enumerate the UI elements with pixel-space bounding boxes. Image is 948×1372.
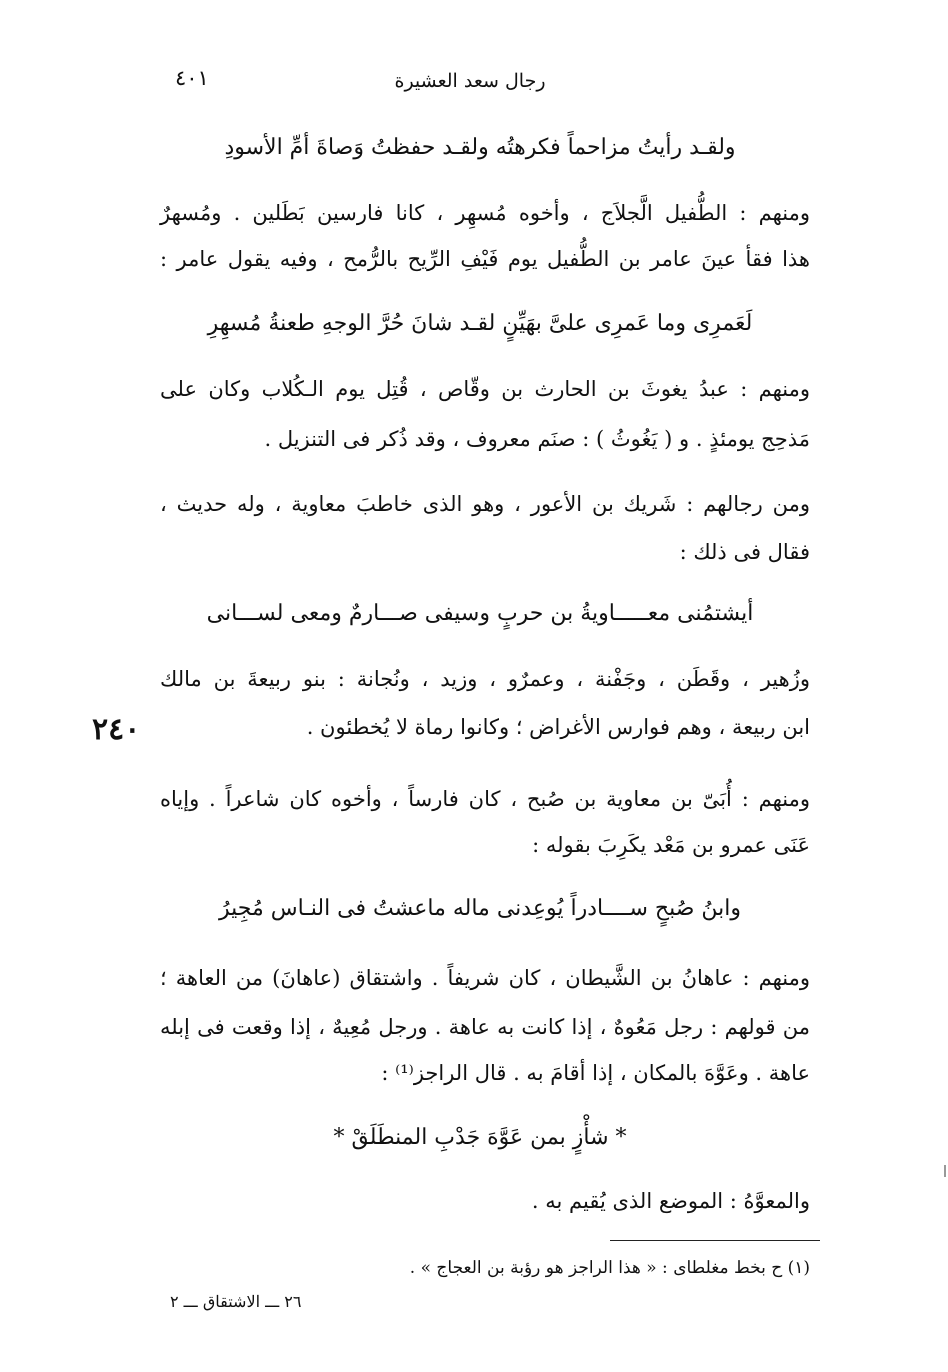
edge-mark xyxy=(944,1165,946,1177)
paragraph-line: ومنهم : أُبَىّ بن معاوية بن صُبح ، كان فارساً ، وأخوه كان شاعراً . وإياه xyxy=(160,787,810,811)
verse-line: لَعَمرِى وما عَمرِى علىَّ بهَيِّنٍ لقـد شانَ حُرَّ الوجهِ طعنةُ مُسهِرِ xyxy=(207,311,753,336)
running-header-title: رجال سعد العشيرة xyxy=(394,70,546,92)
footnote: (١) ح بخط مغلطاى : « هذا الراجز هو رؤبة بن العجاج » . xyxy=(409,1258,810,1278)
footnote-separator xyxy=(610,1240,820,1241)
printer-signature: ٢٦ ـــ الاشتقاق ـــ ٢ xyxy=(170,1292,302,1311)
paragraph-line: من قولهم : رجل مَعُوهٌ ، إذا كانت به عاهة . ورجل مُعِيهٌ ، إذا وقعت فى إبله xyxy=(160,1015,810,1039)
paragraph-line: ومنهم : عاهانُ بن الشَّيطان ، كان شريفاً . واشتقاق (عاهانَ) من العاهة ؛ xyxy=(160,966,810,990)
paragraph-line: والمعوَّهُ : الموضع الذى يُقيم به . xyxy=(531,1189,810,1213)
paragraph-line: ابن ربيعة ، وهم فوارس الأغراض ؛ وكانوا رماة لا يُخطئون . xyxy=(306,715,810,739)
verse-line: ولقـد رأيتُ مزاحماً فكرهتُه ولقـد حفظتُ وَصاةَ أمِّ الأسودِ xyxy=(224,135,736,160)
paragraph-line: عاهة . وعَوَّهَ بالمكان ، إذا أقامَ به . قال الراجز⁽¹⁾ : xyxy=(381,1061,810,1085)
paragraph-line: فقال فى ذلك : xyxy=(679,540,810,564)
paragraph-line: ومنهم : عبدُ يغوثَ بن الحارث بن وقّاص ، قُتِل يوم الـكُلاب وكان على xyxy=(160,377,810,401)
page-number: ٤٠١ xyxy=(175,66,209,90)
paragraph-line: عَنَى عمرو بن مَعْد يكَرِبَ بقوله : xyxy=(532,833,810,857)
paragraph-line: هذا فقأ عينَ عامر بن الطُّفيل يوم فَيْفِ الرِّيح بالرُّمح ، وفيه يقول عامر : xyxy=(160,247,810,271)
paragraph-line: ومنهم : الطُّفيل الَّجلاَج ، وأخوه مُسهِر ، كانا فارسين بَطَلين . ومُسهرٌ xyxy=(160,201,810,225)
verse-line: وابنُ صُبحٍ ســــادراً يُوعِدنى ماله ماعشتُ فى النـاس مُجِيرُ xyxy=(218,896,742,921)
verse-line: أيشتمُنى معـــــاويةُ بن حربٍ وسيفى صـــارمٌ ومعى لســـانى xyxy=(206,601,754,626)
verse-line: * شأْزٍ بمن عَوَّهَ جَدْبِ المنطَلَقْ * xyxy=(333,1125,627,1150)
paragraph-line: ومن رجالهم : شَريك بن الأعور ، وهو الذى خاطبَ معاوية ، وله حديث ، xyxy=(160,492,810,516)
paragraph-line: مَذحِج يومئذٍ . و ( يَغُوثُ ) : صنَم معروف ، وقد ذُكر فى التنزيل . xyxy=(264,427,810,451)
margin-page-number: ٢٤٠ xyxy=(92,712,141,747)
paragraph-line: وزُهير ، وقَطَن ، وجَفْنة ، وعمرٌو ، وزيد ، ونُجانة : بنو ربيعةَ بن مالك xyxy=(160,667,810,691)
